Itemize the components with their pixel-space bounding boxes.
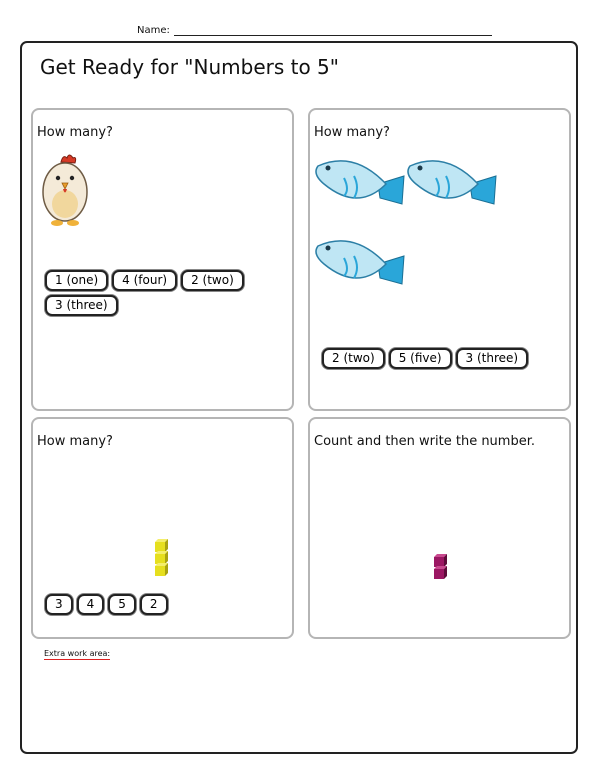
problem-2-prompt: How many?: [314, 125, 390, 140]
problem-panel-4: [308, 417, 571, 639]
choice-button[interactable]: 3: [45, 594, 73, 615]
name-write-line[interactable]: [174, 24, 492, 36]
choice-button[interactable]: 2 (two): [181, 270, 244, 291]
problem-3-prompt: How many?: [37, 434, 113, 449]
name-row: [137, 24, 492, 36]
problem-1-prompt: How many?: [37, 125, 113, 140]
choice-button[interactable]: 1 (one): [45, 270, 108, 291]
choice-button[interactable]: 2: [140, 594, 168, 615]
name-label: Name:: [137, 25, 170, 36]
yellow-cube-icon: [153, 539, 171, 577]
choice-button[interactable]: 5: [108, 594, 136, 615]
problem-3-choices: [45, 594, 285, 615]
choice-button[interactable]: 4: [77, 594, 105, 615]
problem-1-choices: [45, 270, 285, 316]
problem-4-prompt: Count and then write the number.: [314, 434, 535, 449]
fish-icon: [314, 234, 408, 300]
problem-panel-1: [31, 108, 294, 411]
worksheet-frame: [20, 41, 578, 754]
fish-icon: [406, 154, 500, 220]
choice-button[interactable]: 5 (five): [389, 348, 452, 369]
extra-work-area-label: Extra work area:: [44, 649, 111, 658]
chicken-icon: [39, 152, 91, 230]
choice-button[interactable]: 2 (two): [322, 348, 385, 369]
choice-button[interactable]: 3 (three): [45, 295, 118, 316]
choice-button[interactable]: 3 (three): [456, 348, 529, 369]
problem-panel-3: [31, 417, 294, 639]
choice-button[interactable]: 4 (four): [112, 270, 177, 291]
worksheet-title: Get Ready for "Numbers to 5": [40, 55, 339, 79]
problem-2-choices: [322, 348, 562, 369]
fish-icon: [314, 154, 408, 220]
problem-panel-2: [308, 108, 571, 411]
magenta-cube-icon: [432, 554, 450, 580]
